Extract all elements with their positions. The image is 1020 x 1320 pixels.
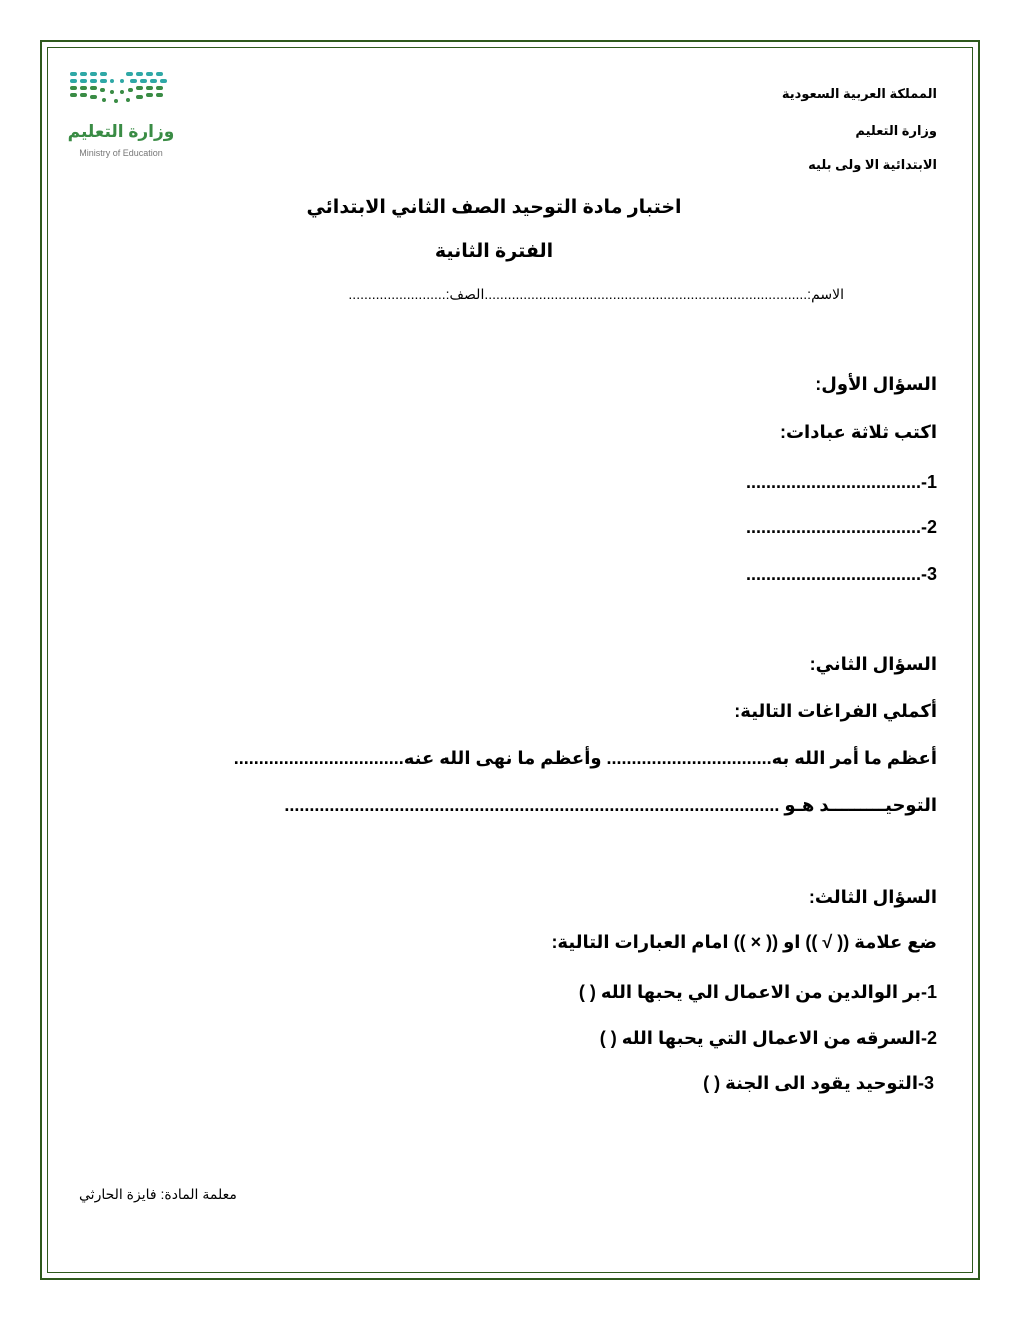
question3-instruction: ضع علامة (( √ )) او (( × )) امام العبارات التالية: [551, 932, 937, 952]
question3-item-2[interactable]: 2-السرقه من الاعمال التي يحبها الله ( ) [599, 1028, 937, 1048]
question2-instruction: أكملي الفراغات التالية: [734, 701, 937, 721]
question1-instruction: اكتب ثلاثة عبادات: [779, 422, 937, 442]
question1-heading: السؤال الأول: [815, 374, 937, 394]
header-country: المملكة العربية السعودية [781, 86, 937, 101]
student-info-field[interactable]: الاسم:...................................................................................الصف:......................... [348, 286, 844, 302]
exam-title: اختبار مادة التوحيد الصف الثاني الابتدائي [306, 197, 682, 218]
question1-item-2[interactable]: 2-................................... [745, 517, 937, 537]
logo-english-text: Ministry of Education [79, 148, 163, 158]
header-school: الابتدائية الا ولى بليه [808, 157, 937, 172]
header-ministry: وزارة التعليم [855, 123, 937, 138]
ministry-logo [66, 68, 176, 168]
question2-blank-1[interactable]: أعظم ما أمر الله به................................. وأعظم ما نهى الله عنه.................................. [233, 748, 937, 768]
question1-item-3[interactable]: 3-................................... [745, 564, 937, 584]
question1-item-1[interactable]: 1-................................... [745, 472, 937, 492]
question3-heading: السؤال الثالث: [808, 887, 937, 907]
question3-item-3[interactable]: 3-التوحيد يقود الى الجنة ( ) [703, 1073, 934, 1093]
question2-blank-2[interactable]: التوحيـــــــــد هـو ................................................................................................... [284, 795, 937, 815]
logo-arabic-text: وزارة التعليم [67, 122, 175, 141]
teacher-signature: معلمة المادة: فايزة الحارثي [79, 1186, 237, 1202]
question3-item-1[interactable]: 1-بر الوالدين من الاعمال الي يحبها الله ( ) [578, 982, 937, 1002]
exam-period: الفترة الثانية [434, 241, 554, 262]
question2-heading: السؤال الثاني: [809, 654, 937, 674]
